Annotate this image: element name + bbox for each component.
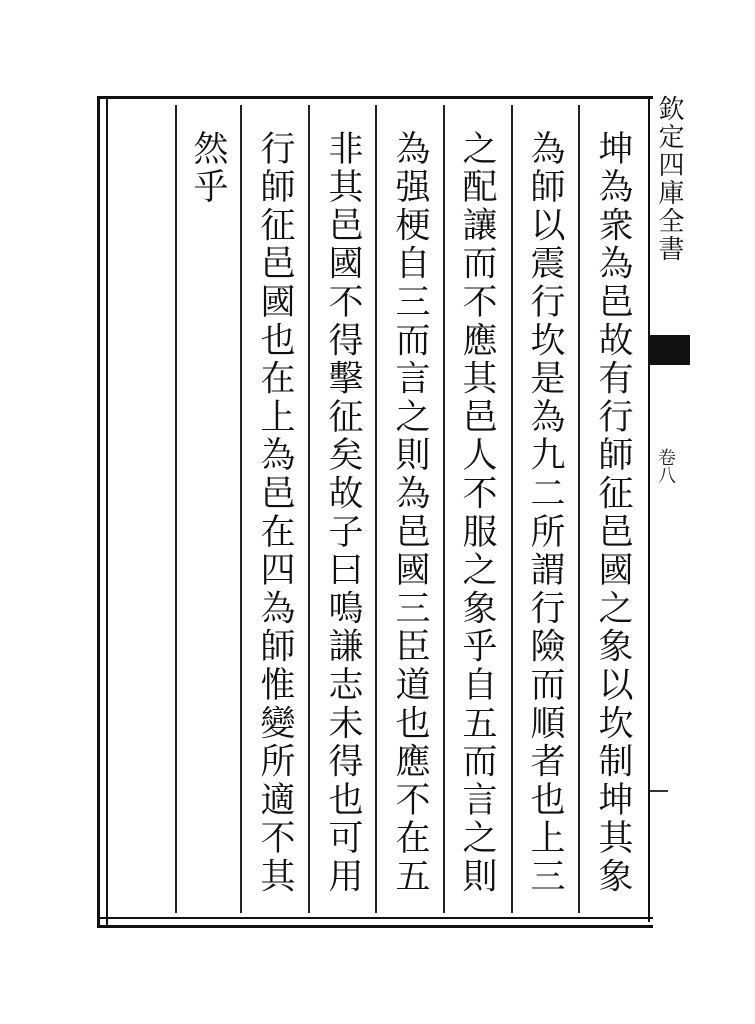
text-column-4: 為强梗自三而言之則為邑國三臣道也應不在五	[390, 130, 430, 896]
margin-tick	[650, 790, 668, 792]
volume-label: 卷八	[655, 448, 676, 484]
column-rule	[308, 105, 310, 913]
text-column-6: 行師征邑國也在上為邑在四為師惟變所適不其	[255, 130, 295, 896]
text-column-1: 坤為衆為邑故有行師征邑國之象以坎制坤其象	[593, 130, 633, 896]
column-rule	[443, 105, 445, 913]
text-column-5: 非其邑國不得擊征矣故子曰鳴謙志未得也可用	[323, 130, 363, 896]
column-rule	[511, 105, 513, 913]
column-rule	[375, 105, 377, 913]
fishtail-mark	[648, 335, 690, 365]
column-rule	[578, 105, 580, 913]
text-column-2: 為師以震行坎是為九二所謂行險而順者也上三	[525, 130, 565, 896]
book-title: 欽定四庫全書	[654, 95, 684, 263]
text-column-3: 之配讓而不應其邑人不服之象乎自五而言之則	[457, 130, 497, 896]
text-column-7: 然乎	[188, 130, 228, 207]
column-rule	[175, 105, 177, 913]
column-rule	[240, 105, 242, 913]
